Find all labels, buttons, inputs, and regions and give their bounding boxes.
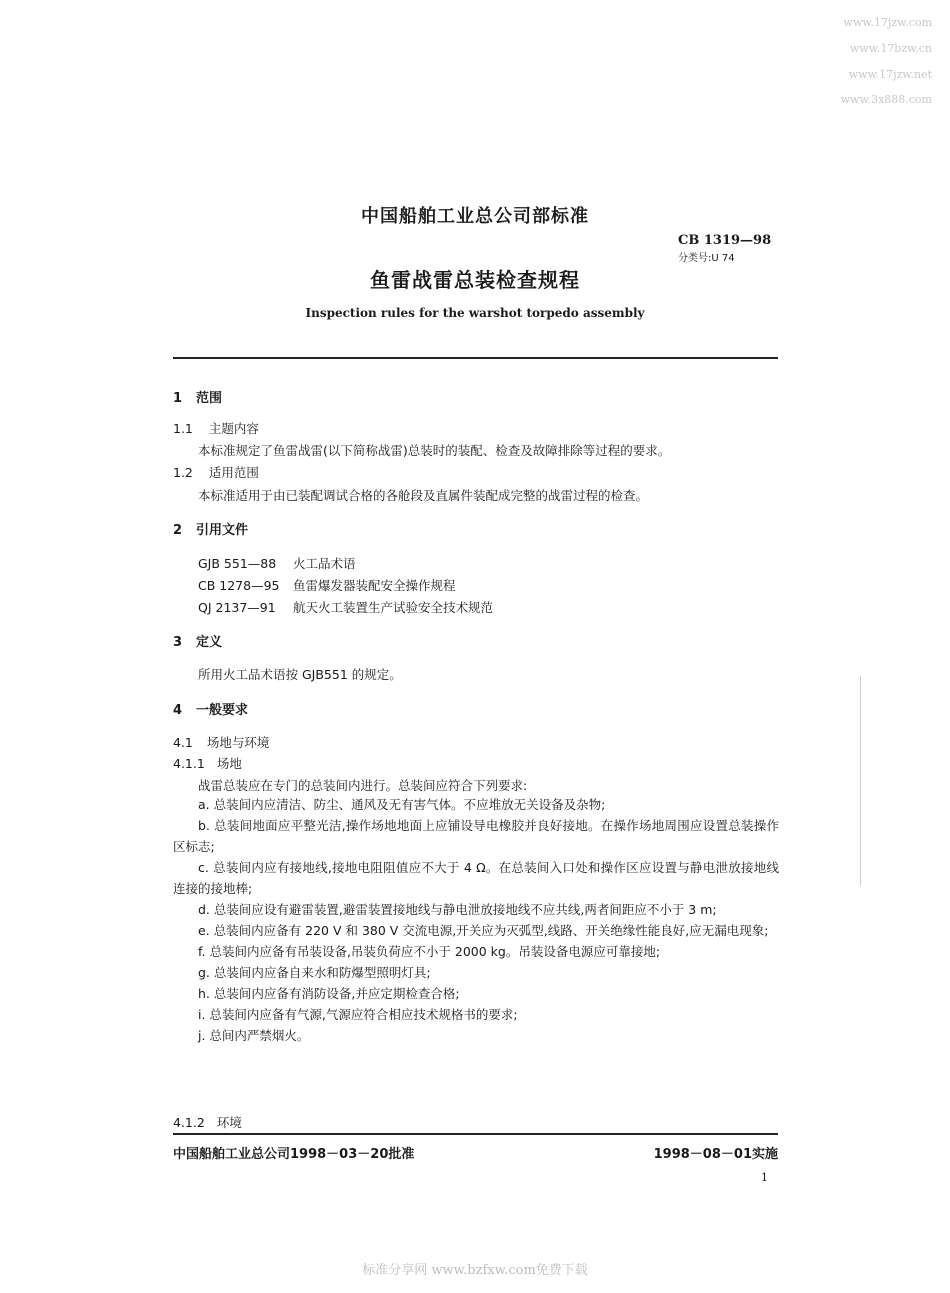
section-number: 4.1.1 (173, 756, 205, 771)
watermark-url: www.17jzw.com (843, 16, 932, 29)
section-1-2-heading (173, 463, 259, 481)
footer-divider (173, 1133, 778, 1135)
effective-date: 1998－08－01实施 (653, 1147, 778, 1162)
reference-item (198, 554, 356, 572)
reference-item (198, 598, 493, 616)
section-4-1-heading (173, 733, 269, 751)
document-title: 鱼雷战雷总装检查规程 (370, 268, 580, 292)
list-item: e. 总装间内应备有 220 V 和 380 V 交流电源,开关应为灭弧型,线路、开关绝缘性能良好,应无漏电现象; (198, 923, 769, 938)
list-item: a. 总装间内应清洁、防尘、通风及无有害气体。不应堆放无关设备及杂物; (198, 797, 606, 812)
watermark-url: www.3x888.com (840, 93, 932, 106)
list-item: f. 总装间内应备有吊装设备,吊装负荷应不小于 2000 kg。吊装设备电源应可靠接地; (198, 944, 661, 959)
section-number: 2 (173, 523, 183, 538)
reference-name: 航天火工装置生产试验安全技术规范 (293, 600, 494, 615)
list-item: d. 总装间应设有避雷装置,避雷装置接地线与静电泄放接地线不应共线,两者间距应不小于 3 m; (198, 902, 717, 917)
section-number: 1 (173, 391, 183, 406)
section-3-heading (173, 631, 222, 650)
document-title-english: Inspection rules for the warshot torpedo assembly (305, 306, 645, 320)
section-number: 4 (173, 703, 183, 718)
section-number: 1.1 (173, 421, 193, 436)
page-number: 1 (761, 1171, 768, 1184)
section-4-1-1-heading (173, 754, 242, 772)
section-title: 一般要求 (196, 703, 249, 718)
list-item: j. 总间内严禁烟火。 (198, 1028, 310, 1043)
section-title: 定义 (196, 635, 223, 650)
standard-number: CB 1319—98 (678, 233, 772, 248)
reference-code: GJB 551—88 (198, 556, 277, 571)
reference-code: QJ 2137—91 (198, 600, 276, 615)
section-title: 场地 (216, 756, 242, 771)
header-divider (173, 357, 778, 359)
section-title: 引用文件 (196, 523, 249, 538)
section-4-1-2-heading (173, 1113, 242, 1131)
list-item: i. 总装间内应备有气源,气源应符合相应技术规格书的要求; (198, 1007, 518, 1022)
section-number: 1.2 (173, 465, 193, 480)
section-title: 适用范围 (208, 465, 259, 480)
section-4-heading (173, 699, 248, 718)
section-number: 4.1 (173, 735, 193, 750)
requirements-list (173, 794, 779, 1046)
reference-name: 鱼雷爆发器装配安全操作规程 (293, 578, 456, 593)
watermark-url: www.17bzw.cn (849, 42, 932, 55)
section-title: 主题内容 (208, 421, 259, 436)
section-title: 环境 (216, 1115, 242, 1130)
watermark-url: www.17jzw.net (848, 68, 932, 81)
issuing-organization: 中国船舶工业总公司部标准 (361, 206, 589, 227)
classification-number: 分类号:U 74 (678, 253, 735, 264)
section-title: 场地与环境 (206, 735, 270, 750)
scan-margin-line (860, 676, 861, 886)
approval-date: 中国船舶工业总公司1998－03－20批准 (173, 1147, 415, 1162)
section-2-heading (173, 519, 248, 538)
list-item: g. 总装间内应备自来水和防爆型照明灯具; (198, 965, 431, 980)
section-1-1-text: 本标准规定了鱼雷战雷(以下简称战雷)总装时的装配、检查及故障排除等过程的要求。 (198, 443, 671, 458)
list-item: h. 总装间内应备有消防设备,并应定期检查合格; (198, 986, 460, 1001)
section-1-heading (173, 387, 222, 406)
reference-item (198, 576, 456, 594)
section-3-text: 所用火工品术语按 GJB551 的规定。 (198, 667, 402, 682)
section-4-1-1-intro: 战雷总装应在专门的总装间内进行。总装间应符合下列要求: (198, 778, 528, 793)
section-title: 范围 (196, 391, 223, 406)
section-1-2-text: 本标准适用于由已装配调试合格的各舱段及直属件装配成完整的战雷过程的检查。 (198, 488, 649, 503)
reference-name: 火工品术语 (293, 556, 356, 571)
section-1-1-heading (173, 419, 259, 437)
bottom-watermark: 标准分享网 www.bzfxw.com免费下载 (362, 1263, 588, 1278)
list-item: b. 总装间地面应平整光洁,操作场地地面上应铺设导电橡胶并良好接地。在操作场地周围应设置总装操作区标志; (173, 818, 779, 854)
section-number: 3 (173, 635, 183, 650)
reference-code: CB 1278—95 (198, 578, 280, 593)
section-number: 4.1.2 (173, 1115, 205, 1130)
list-item: c. 总装间内应有接地线,接地电阻阻值应不大于 4 Ω。在总装间入口处和操作区应设置与静电泄放接地线连接的接地棒; (173, 860, 779, 896)
